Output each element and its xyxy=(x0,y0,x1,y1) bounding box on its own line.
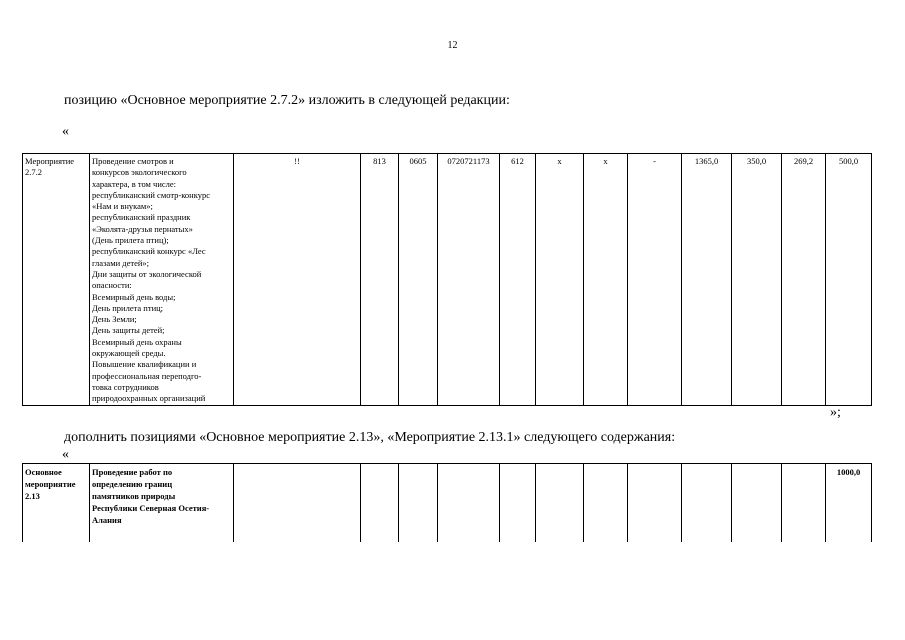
description-line: памятников природы xyxy=(92,491,176,501)
description-line: «Нам и внукам»; xyxy=(92,201,153,212)
target-article-cell: 0720721173 xyxy=(438,154,500,406)
description-line: республиканский праздник xyxy=(92,212,191,223)
budget-table-2-7-2 xyxy=(22,153,872,406)
description-line: окружающей среды. xyxy=(92,348,166,359)
table-row xyxy=(23,464,872,542)
table-row xyxy=(23,154,872,406)
empty-cell xyxy=(782,464,826,542)
empty-cell xyxy=(500,464,536,542)
empty-cell xyxy=(361,464,399,542)
opening-quote-2: « xyxy=(62,447,69,462)
description-line: товка сотрудников xyxy=(92,381,159,392)
empty-cell xyxy=(584,464,628,542)
value-cell-x2: x xyxy=(584,154,628,406)
empty-cell xyxy=(234,464,361,542)
description-line: глазами детей»; xyxy=(92,257,149,268)
code-line: 2.13 xyxy=(25,491,40,501)
empty-cell xyxy=(682,464,732,542)
amount-cell-3: 269,2 xyxy=(782,154,826,406)
description-line: «Эколята-друзья пернатых» xyxy=(92,223,193,234)
description-line: республиканский смотр-конкурс xyxy=(92,189,211,200)
amount-cell-4: 500,0 xyxy=(826,154,872,406)
empty-cell xyxy=(536,464,584,542)
description-line: День Земли; xyxy=(92,314,137,325)
description-line: День защиты детей; xyxy=(92,325,165,336)
description-line: Алания xyxy=(92,515,122,525)
description-line: Повышение квалификации и xyxy=(92,359,197,370)
description-line: Всемирный день воды; xyxy=(92,291,176,302)
description-line: (День прилета птиц); xyxy=(92,235,169,246)
expense-type-cell: 612 xyxy=(500,154,536,406)
empty-cell xyxy=(399,464,438,542)
empty-cell xyxy=(438,464,500,542)
description-line: Дни защиты от экологической xyxy=(92,268,202,279)
description-line: Всемирный день охраны xyxy=(92,336,182,347)
value-cell-dash: - xyxy=(628,154,682,406)
description-line: Проведение смотров и xyxy=(92,156,174,166)
description-line: конкурсов экологического xyxy=(92,167,187,178)
description-line: опасности: xyxy=(92,280,132,291)
description-line: День прилета птиц; xyxy=(92,302,164,313)
measure-code-cell: Мероприятие 2.7.2 xyxy=(23,154,90,406)
responsible-cell: !! xyxy=(234,154,361,406)
amount-cell-4: 1000,0 xyxy=(826,464,872,542)
description-line: характера, в том числе: xyxy=(92,178,177,189)
grbs-cell: 813 xyxy=(361,154,399,406)
description-line: природоохранных организаций xyxy=(92,393,206,404)
closing-quote-1: »; xyxy=(830,405,841,420)
description-line: определению границ xyxy=(92,479,173,489)
description-line: Республики Северная Осетия- xyxy=(92,503,210,513)
intro-paragraph: позицию «Основное мероприятие 2.7.2» изложить в следующей редакции: xyxy=(64,93,510,108)
code-line: Основное xyxy=(25,467,62,477)
budget-table-2-13 xyxy=(22,463,872,542)
additions-paragraph: дополнить позициями «Основное мероприятие 2.13», «Мероприятие 2.13.1» следующего содержания: xyxy=(64,430,676,445)
description-line: профессиональная переподго- xyxy=(92,370,202,381)
description-line: республиканский конкурс «Лес xyxy=(92,246,206,257)
measure-code-cell xyxy=(23,464,90,542)
measure-description-cell xyxy=(90,154,234,406)
amount-cell-1: 1365,0 xyxy=(682,154,732,406)
page-number: 12 xyxy=(447,40,458,51)
opening-quote-1: « xyxy=(62,124,69,139)
section-cell: 0605 xyxy=(399,154,438,406)
empty-cell xyxy=(732,464,782,542)
amount-cell-2: 350,0 xyxy=(732,154,782,406)
description-line: Проведение работ по xyxy=(92,467,173,477)
code-line: мероприятие xyxy=(25,479,76,489)
empty-cell xyxy=(628,464,682,542)
value-cell-x1: x xyxy=(536,154,584,406)
measure-description-cell xyxy=(90,464,234,542)
